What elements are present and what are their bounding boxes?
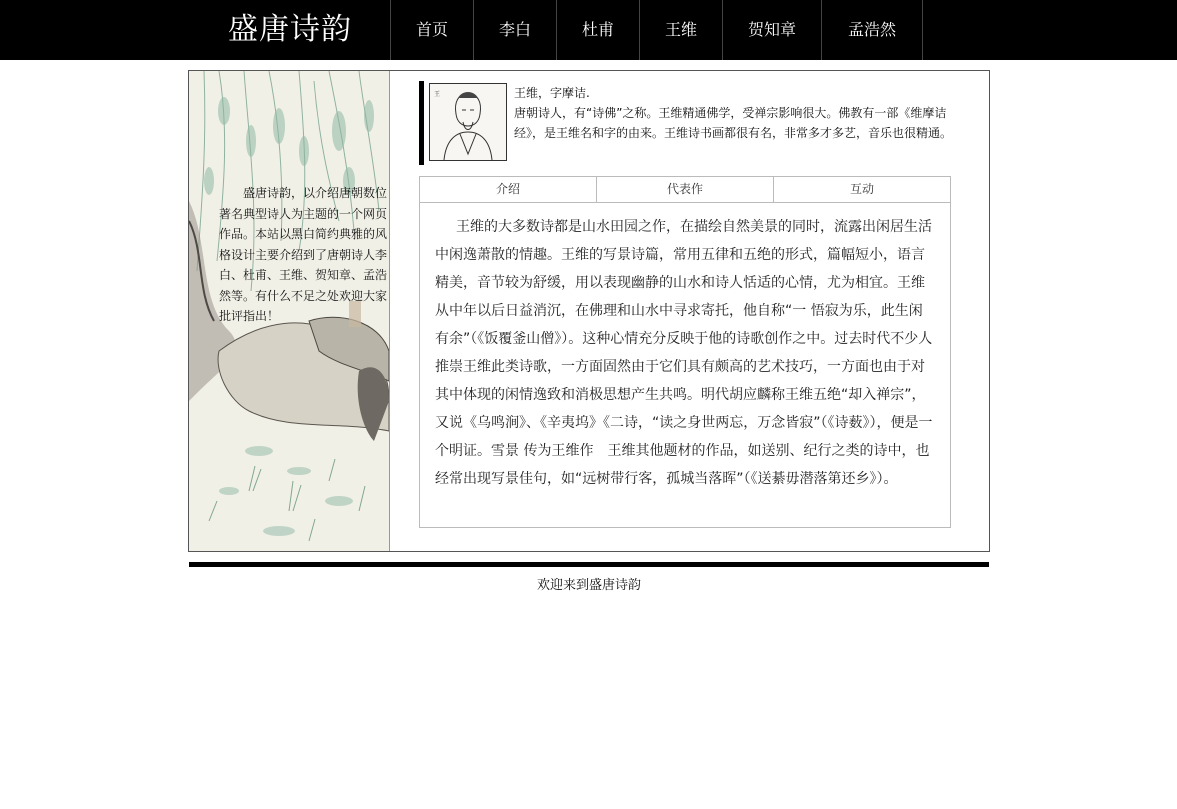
site-logo[interactable]: 盛唐诗韵 (228, 12, 352, 47)
nav-item-wang-wei[interactable]: 王维 (640, 0, 723, 60)
main-nav (390, 0, 923, 60)
nav-item-li-bai[interactable]: 李白 (474, 0, 557, 60)
nav-item-du-fu[interactable]: 杜甫 (557, 0, 640, 60)
tab-panel (419, 176, 951, 528)
portrait-drawing (430, 84, 506, 160)
site-introduction: 盛唐诗韵，以介绍唐朝数位著名典型诗人为主题的一个网页作品。本站以黑白简约典雅的风格设计主要介绍到了唐朝诗人李白、杜甫、王维、贺知章、孟浩然等。有什么不足之处欢迎大家批评指出！ (219, 186, 388, 323)
svg-text:王: 王 (434, 91, 441, 98)
poet-summary (514, 83, 954, 143)
poet-content (419, 81, 953, 487)
nav-item-home[interactable]: 首页 (391, 0, 474, 60)
footer-welcome: 欢迎来到盛唐诗韵 (536, 578, 641, 593)
sidebar-panel (189, 71, 390, 551)
poet-profile (419, 81, 951, 165)
poet-name-line: 王维，字摩诘. (514, 86, 590, 100)
tab-bar (420, 177, 950, 203)
footer-divider (189, 562, 989, 567)
nav-item-meng-haoran[interactable]: 孟浩然 (822, 0, 923, 60)
portrait-image (429, 83, 507, 161)
main-content-box (188, 70, 990, 552)
poet-description: 唐朝诗人，有“诗佛”之称。王维精通佛学，受禅宗影响很大。佛教有一部《维摩诘经》，是王维名和字的由来。王维诗书画都很有名，非常多才多艺，音乐也很精通。 (514, 106, 953, 140)
header-bar (0, 0, 1177, 60)
tab-introduction[interactable]: 介绍 (420, 177, 597, 202)
nav-item-he-zhizhang[interactable]: 贺知章 (723, 0, 822, 60)
tab-interaction[interactable]: 互动 (849, 182, 874, 196)
article-text: 王维的大多数诗都是山水田园之作，在描绘自然美景的同时，流露出闲居生活中闲逸萧散的情趣。王维的写景诗篇，常用五律和五绝的形式，篇幅短小，语言精美，音节较为舒缓，用以表现幽静的山水和诗人恬适的心情，尤为相宜。王维从中年以后日益消沉，在佛理和山水中寻求寄托，他自称“一 悟寂为乐，此生闲有余”（《饭覆釜山僧》）。这种心情充分反映于他的诗歌创作之中。过去时代不少人推崇王维此类诗歌，一方面固然由于它们具有颇高的艺术技巧，一方面也由于对其中体现的闲情逸致和消极思想产生共鸣。明代胡应麟称王维五绝“却入禅宗”，又说《乌鸣涧》、《辛夷坞》《二诗，“读之身世两忘，万念皆寂”（《诗薮》），便是一个明证。雪景 传为王维作 王维其他题材的作品，如送别、纪行之类的诗中，也经常出现写景佳句，如“远树带行客，孤城当落晖”（《送綦毋潜落第还乡》）。 (435, 219, 933, 487)
tab-representative-works[interactable]: 代表作 (597, 177, 774, 202)
